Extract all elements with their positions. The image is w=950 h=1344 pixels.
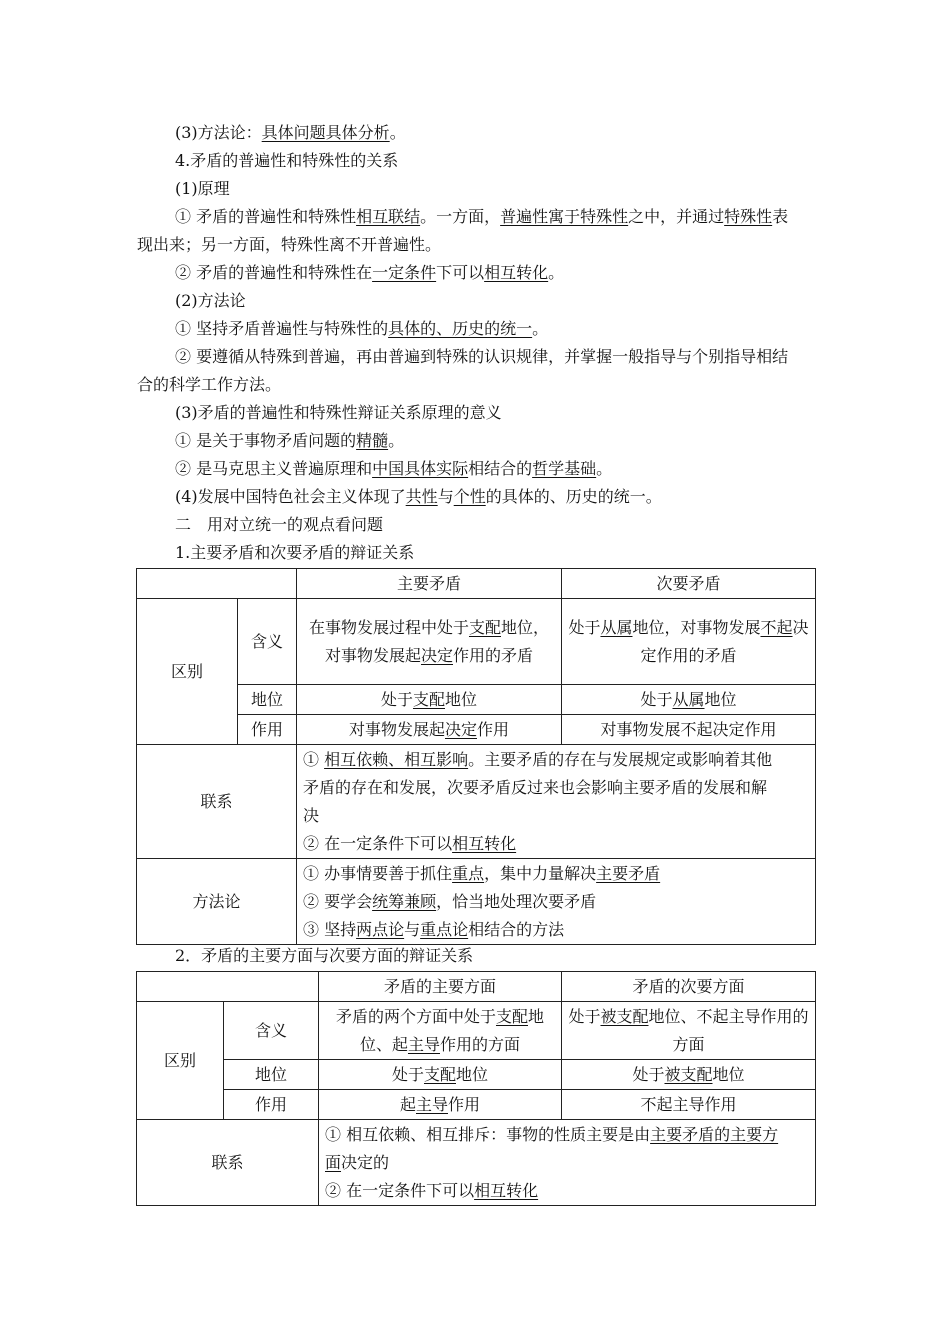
- section-heading: 二 用对立统一的观点看问题: [175, 515, 384, 534]
- row-header: 区别: [137, 1002, 224, 1120]
- table-cell: 处于被支配地位、不起主导作用的方面: [562, 1002, 816, 1060]
- paragraph: ① 矛盾的普遍性和特殊性相互联结。一方面，普遍性寓于特殊性之中，并通过特殊性表: [175, 207, 789, 226]
- row-subheader: 含义: [238, 599, 297, 685]
- table-cell: 处于从属地位: [562, 685, 816, 715]
- paragraph: (3)方法论：具体问题具体分析。: [175, 123, 406, 142]
- table-corner: [137, 569, 297, 599]
- subheading: (3)矛盾的普遍性和特殊性辩证关系原理的意义: [175, 403, 502, 422]
- table-header: 主要矛盾: [297, 569, 562, 599]
- row-subheader: 作用: [224, 1090, 319, 1120]
- table-cell: 处于被支配地位: [562, 1060, 816, 1090]
- table-cell: 在事物发展过程中处于支配地位，对事物发展起决定作用的矛盾: [297, 599, 562, 685]
- paragraph: ① 是关于事物矛盾问题的精髓。: [175, 431, 405, 450]
- table-cell: 对事物发展不起决定作用: [562, 715, 816, 745]
- paragraph: ② 要遵循从特殊到普遍，再由普遍到特殊的认识规律，并掌握一般指导与个别指导相结: [175, 347, 789, 366]
- table-cell: 矛盾的两个方面中处于支配地位、起主导作用的方面: [319, 1002, 562, 1060]
- table-cell: ① 相互依赖、相互影响。主要矛盾的存在与发展规定或影响着其他 矛盾的存在和发展，次要矛盾反过来也会影响主要矛盾的发展和解 决 ② 在一定条件下可以相互转化: [297, 745, 816, 859]
- row-subheader: 地位: [224, 1060, 319, 1090]
- table-header: 矛盾的主要方面: [319, 972, 562, 1002]
- table-cell: 对事物发展起决定作用: [297, 715, 562, 745]
- table-cell: ① 相互依赖、相互排斥：事物的性质主要是由主要矛盾的主要方 面决定的 ② 在一定条件下可以相互转化: [319, 1120, 816, 1206]
- table-corner: [137, 972, 319, 1002]
- table-cell: 处于支配地位: [297, 685, 562, 715]
- row-header: 联系: [137, 745, 297, 859]
- paragraph: 合的科学工作方法。: [137, 375, 282, 394]
- paragraph: 现出来；另一方面，特殊性离不开普遍性。: [137, 235, 442, 254]
- table-main-secondary-contradiction: [136, 568, 816, 945]
- row-header: 方法论: [137, 859, 297, 945]
- row-header: 联系: [137, 1120, 319, 1206]
- table-cell: 起主导作用: [319, 1090, 562, 1120]
- paragraph: ② 是马克思主义普遍原理和中国具体实际相结合的哲学基础。: [175, 459, 613, 478]
- subheading: (1)原理: [175, 179, 230, 198]
- table-aspects-of-contradiction: [136, 971, 816, 1206]
- row-subheader: 含义: [224, 1002, 319, 1060]
- table-cell: ① 办事情要善于抓住重点，集中力量解决主要矛盾 ② 要学会统筹兼顾，恰当地处理次要矛盾 ③ 坚持两点论与重点论相结合的方法: [297, 859, 816, 945]
- table-header: 次要矛盾: [562, 569, 816, 599]
- paragraph: ① 坚持矛盾普遍性与特殊性的具体的、历史的统一。: [175, 319, 549, 338]
- subheading: (2)方法论: [175, 291, 246, 310]
- table-cell: 处于支配地位: [319, 1060, 562, 1090]
- paragraph: ② 矛盾的普遍性和特殊性在一定条件下可以相互转化。: [175, 263, 565, 282]
- row-header: 区别: [137, 599, 238, 745]
- row-subheader: 地位: [238, 685, 297, 715]
- table-caption: 2．矛盾的主要方面与次要方面的辩证关系: [175, 946, 474, 965]
- table-caption: 1.主要矛盾和次要矛盾的辩证关系: [175, 543, 415, 562]
- row-subheader: 作用: [238, 715, 297, 745]
- paragraph: (4)发展中国特色社会主义体现了共性与个性的具体的、历史的统一。: [175, 487, 662, 506]
- section-heading: 4.矛盾的普遍性和特殊性的关系: [175, 151, 399, 170]
- table-cell: 不起主导作用: [562, 1090, 816, 1120]
- table-cell: 处于从属地位，对事物发展不起决定作用的矛盾: [562, 599, 816, 685]
- table-header: 矛盾的次要方面: [562, 972, 816, 1002]
